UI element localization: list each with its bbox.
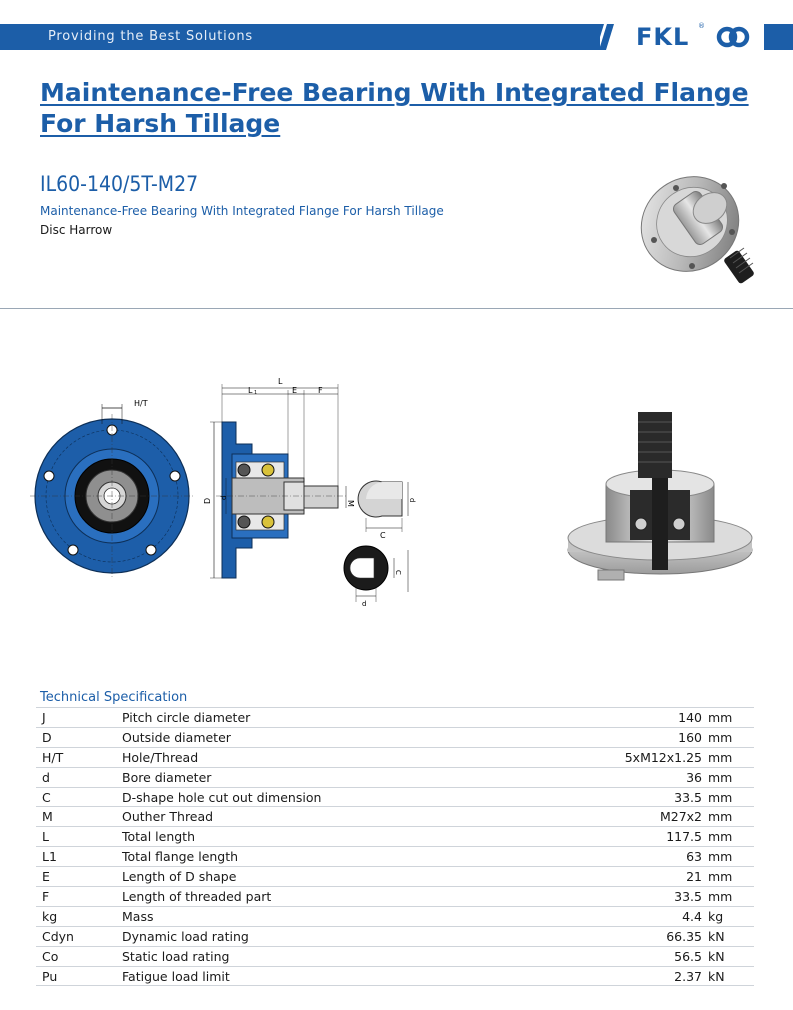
product-photo [632, 172, 762, 297]
spec-value: 4.4 [542, 906, 702, 926]
label-d-outer: D [203, 497, 212, 504]
spec-row [36, 906, 754, 926]
spec-symbol: M [36, 807, 122, 827]
product-application: Disc Harrow [40, 223, 113, 237]
spec-value: 66.35 [542, 926, 702, 946]
page-title: Maintenance-Free Bearing With Integrated Flange For Harsh Tillage [40, 78, 749, 138]
spec-row [36, 747, 754, 767]
spec-unit: mm [702, 727, 754, 747]
header-bar [0, 24, 793, 50]
spec-unit: mm [702, 767, 754, 787]
spec-value: 33.5 [542, 887, 702, 907]
spec-description: Hole/Thread [122, 747, 542, 767]
spec-row [36, 926, 754, 946]
spec-unit: kN [702, 926, 754, 946]
spec-value: 140 [542, 708, 702, 728]
label-l1-sub: 1 [254, 390, 258, 396]
d-shape-view [358, 481, 416, 540]
spec-description: Length of D shape [122, 867, 542, 887]
spec-value: 117.5 [542, 827, 702, 847]
spec-unit: mm [702, 867, 754, 887]
label-e: E [292, 386, 298, 395]
spec-description: Static load rating [122, 946, 542, 966]
spec-symbol: H/T [36, 747, 122, 767]
spec-description: Pitch circle diameter [122, 708, 542, 728]
label-m: M [346, 500, 355, 507]
spec-value: 36 [542, 767, 702, 787]
spec-description: D-shape hole cut out dimension [122, 787, 542, 807]
spec-symbol: L [36, 827, 122, 847]
spec-row [36, 827, 754, 847]
spec-description: Total flange length [122, 847, 542, 867]
spec-value: 63 [542, 847, 702, 867]
spec-description: Mass [122, 906, 542, 926]
spec-unit: mm [702, 847, 754, 867]
technical-drawing [30, 370, 430, 610]
header-end-block [764, 24, 793, 50]
flange-side-view [203, 377, 355, 578]
spec-unit: kN [702, 966, 754, 986]
label-d-bore: d [220, 495, 228, 500]
product-subtitle: Maintenance-Free Bearing With Integrated Flange For Harsh Tillage [40, 204, 444, 218]
header-slant-stripes [592, 24, 616, 50]
spec-description: Bore diameter [122, 767, 542, 787]
label-ht: H/T [134, 399, 148, 408]
spec-row [36, 867, 754, 887]
spec-row [36, 946, 754, 966]
spec-symbol: D [36, 727, 122, 747]
spec-unit: kg [702, 906, 754, 926]
spec-symbol: kg [36, 906, 122, 926]
spec-description: Dynamic load rating [122, 926, 542, 946]
spec-row [36, 887, 754, 907]
spec-symbol: F [36, 887, 122, 907]
spec-value: 5xM12x1.25 [542, 747, 702, 767]
spec-value: 160 [542, 727, 702, 747]
logo-text: FKL [636, 23, 690, 51]
spec-table [36, 707, 754, 986]
cutaway-render [560, 410, 760, 590]
spec-unit: mm [702, 807, 754, 827]
section-divider [0, 308, 793, 309]
spec-symbol: C [36, 787, 122, 807]
spec-symbol: Cdyn [36, 926, 122, 946]
spec-value: 2.37 [542, 966, 702, 986]
spec-unit: kN [702, 946, 754, 966]
flange-front-view [30, 399, 194, 578]
spec-unit: mm [702, 827, 754, 847]
spec-row [36, 727, 754, 747]
spec-value: 56.5 [542, 946, 702, 966]
washer-view [344, 546, 408, 608]
spec-description: Outher Thread [122, 807, 542, 827]
header-band [0, 24, 600, 50]
spec-symbol: J [36, 708, 122, 728]
spec-description: Outside diameter [122, 727, 542, 747]
spec-unit: mm [702, 887, 754, 907]
spec-symbol: L1 [36, 847, 122, 867]
tagline: Providing the Best Solutions [48, 29, 253, 44]
spec-row [36, 708, 754, 728]
spec-symbol: E [36, 867, 122, 887]
spec-symbol: d [36, 767, 122, 787]
spec-row [36, 767, 754, 787]
spec-value: 33.5 [542, 787, 702, 807]
label-l1: L [248, 386, 253, 395]
label-l: L [278, 377, 283, 386]
spec-value: M27x2 [542, 807, 702, 827]
spec-symbol: Pu [36, 966, 122, 986]
spec-unit: mm [702, 787, 754, 807]
spec-unit: mm [702, 747, 754, 767]
spec-row [36, 966, 754, 986]
spec-unit: mm [702, 708, 754, 728]
label-d-shape: d [408, 498, 416, 503]
spec-row [36, 807, 754, 827]
logo-rings-icon [716, 26, 750, 48]
spec-description: Total length [122, 827, 542, 847]
spec-description: Fatigue load limit [122, 966, 542, 986]
spec-value: 21 [542, 867, 702, 887]
label-c: C [380, 531, 386, 540]
product-code: IL60-140/5T-M27 [40, 172, 199, 196]
label-f: F [318, 386, 323, 395]
spec-row [36, 787, 754, 807]
spec-description: Length of threaded part [122, 887, 542, 907]
spec-title: Technical Specification [40, 690, 188, 705]
registered-mark: ® [698, 22, 705, 30]
spec-row [36, 847, 754, 867]
label-c-washer: C [394, 570, 402, 575]
label-d-washer: d [362, 600, 367, 608]
spec-symbol: Co [36, 946, 122, 966]
